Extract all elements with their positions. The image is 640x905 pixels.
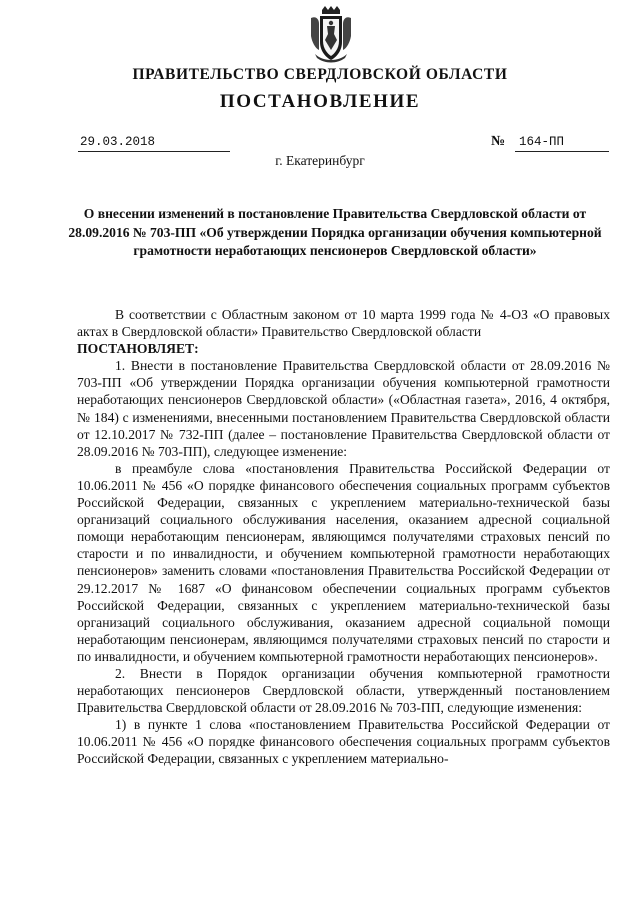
decree-word: ПОСТАНОВЛЯЕТ: bbox=[77, 341, 199, 357]
preamble-paragraph: В соответствии с Областным законом от 10 марта 1999 года № 4-ОЗ «О правовых актах в Свердловской области» Правительство Свердловской области bbox=[77, 307, 610, 340]
document-subject: О внесении изменений в постановление Правительства Свердловской области от 28.09.2016 № 703-ПП «Об утверждении Порядка организации обучения компьютерной грамотности неработающих пенсионеров Свердловской области» bbox=[68, 206, 602, 259]
city-line: г. Екатеринбург bbox=[275, 153, 365, 168]
document-number: 164-ПП bbox=[515, 135, 609, 152]
body-paragraph: 1. Внести в постановление Правительства Свердловской области от 28.09.2016 № 703-ПП «Об утверждении Порядка организации обучения компьютерной грамотности неработающих пенсионеров Свердловской области» («Областная газета», 2016, 4 октября, № 184) с изменениями, внесенными постановлением Правительства Свердловской области от 12.10.2017 № 732-ПП (далее – постановление Правительства Свердловской области от 28.09.2016 № 703-ПП), следующее изменение: bbox=[77, 358, 610, 459]
body-paragraph: 1) в пункте 1 слова «постановлением Правительства Российской Федерации от 10.06.2011 № 456 «О порядке финансового обеспечения социальных программ субъектов Российской Федерации, связанных с укреплением материально- bbox=[77, 717, 610, 767]
decree-paragraph bbox=[77, 340, 610, 357]
document-number-block bbox=[491, 134, 609, 152]
document-date: 29.03.2018 bbox=[78, 135, 230, 152]
number-sign: № bbox=[491, 134, 506, 149]
body-paragraph: в преамбуле слова «постановления Правительства Российской Федерации от 10.06.2011 № 456 «О порядке финансового обеспечения социальных программ субъектов Российской Федерации, связанных с укреплением материально-технической базы организаций социального обслуживания населения, оказанием адресной социальной помощи неработающим пенсионерам, являющимся получателями страховых пенсий по старости и по инвалидности, и обучением компьютерной грамотности неработающих пенсионеров» заменить словами «постановления Правительства Российской Федерации от 29.12.2017 № 1687 «О финансовом обеспечении социальных программ субъектов Российской Федерации, связанных с укреплением материально-технической базы организаций социального обслуживания, оказанием адресной социальной помощи неработающим пенсионерам, являющимся получателями страховых пенсий по старости и по инвалидности, и обучением компьютерной грамотности неработающих пенсионеров». bbox=[77, 460, 610, 664]
document-type: ПОСТАНОВЛЕНИЕ bbox=[219, 91, 421, 112]
government-title: ПРАВИТЕЛЬСТВО СВЕРДЛОВСКОЙ ОБЛАСТИ bbox=[132, 66, 508, 83]
coat-of-arms-emblem bbox=[305, 6, 357, 64]
document-body bbox=[77, 306, 610, 768]
body-paragraph: 2. Внести в Порядок организации обучения компьютерной грамотности неработающих пенсионеров Свердловской области, утвержденный постановлением Правительства Свердловской области от 28.09.2016 № 703-ПП, следующие изменения: bbox=[77, 665, 610, 716]
